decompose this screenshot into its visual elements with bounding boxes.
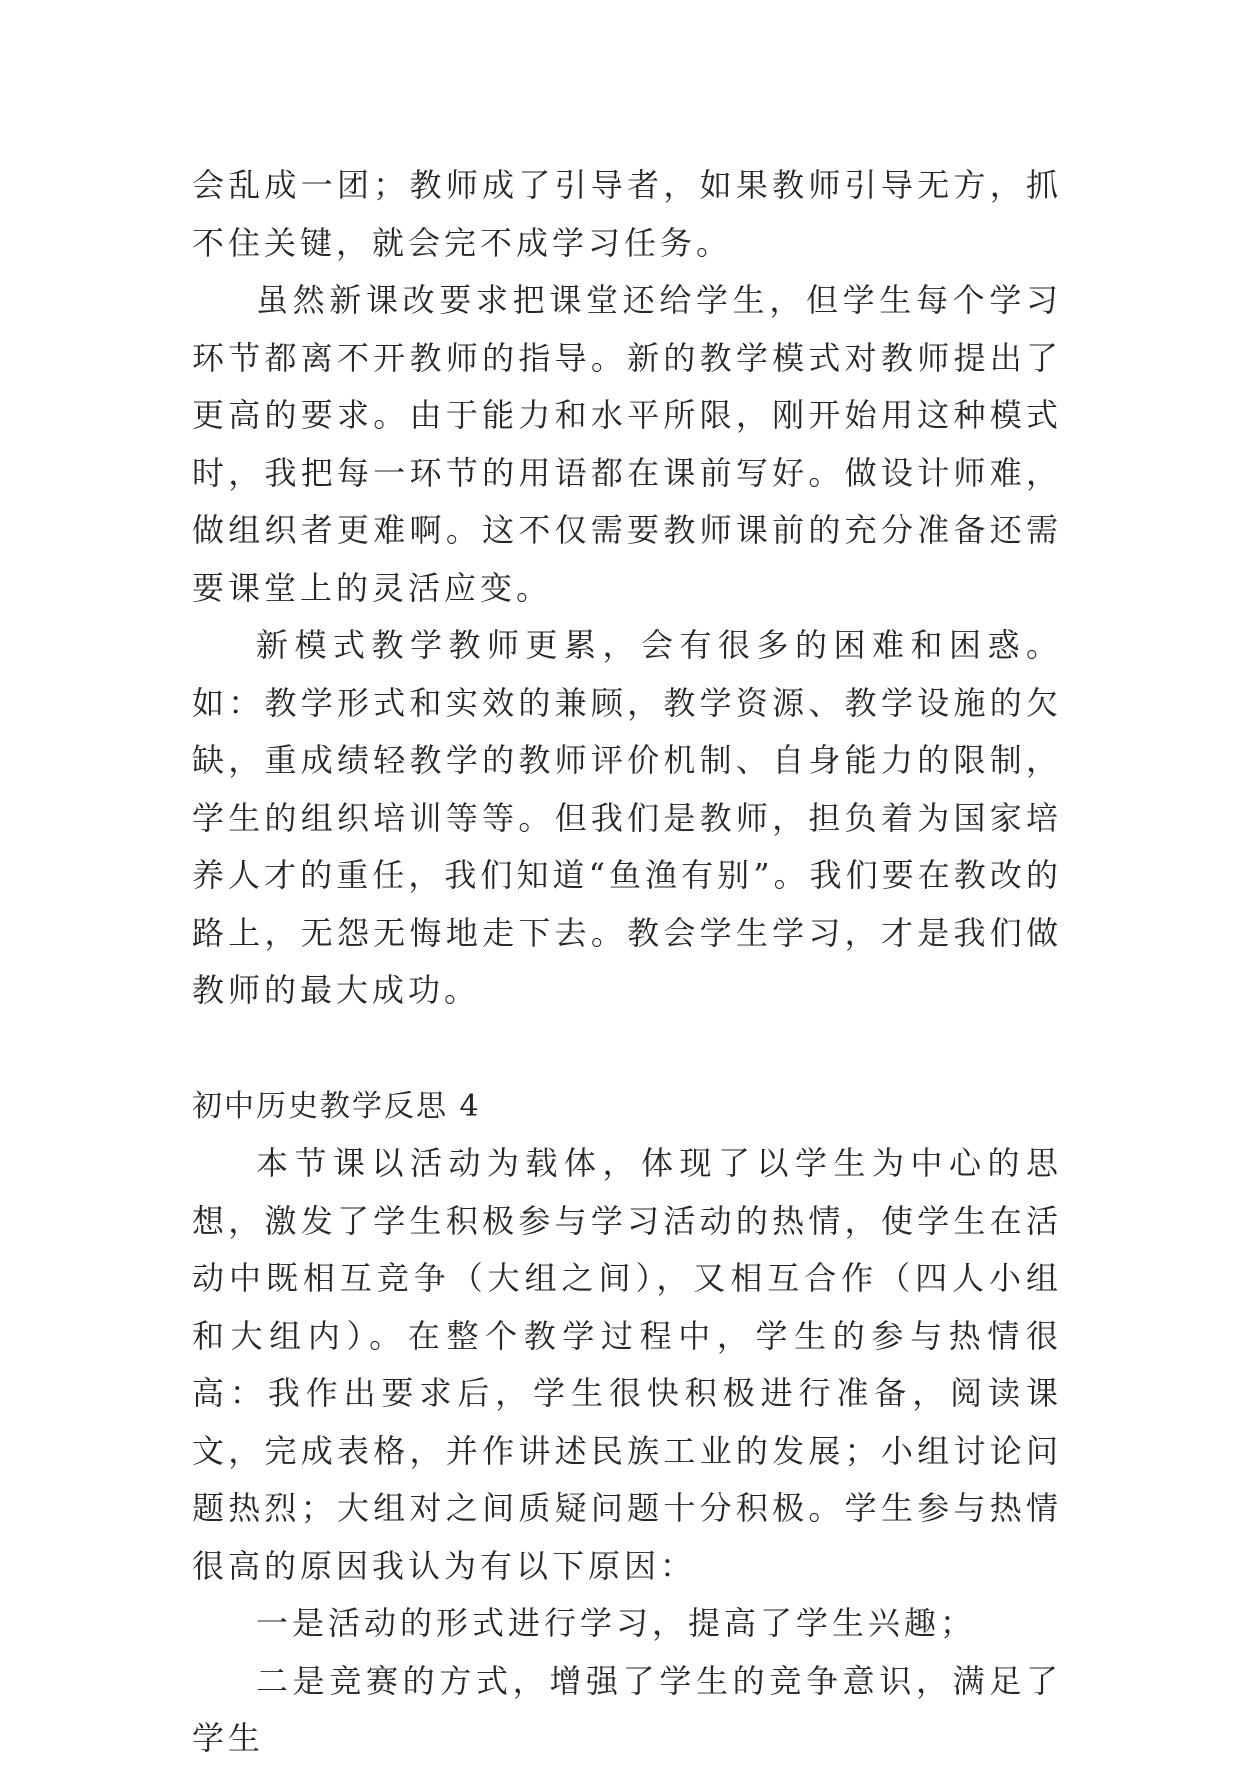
paragraph-activity-lesson: 本节课以活动为载体，体现了以学生为中心的思想，激发了学生积极参与学习活动的热情，使学生在活动中既相互竞争（大组之间），又相互合作（四人小组和大组内）。在整个教学过程中，学生的参与热情很高：我作出要求后，学生很快积极进行准备，阅读课文，完成表格，并作讲述民族工业的发展；小组讨论问题热烈；大组对之间质疑问题十分积极。学生参与热情很高的原因我认为有以下原因：: [192, 1144, 1062, 1585]
paragraph-continuation: 会乱成一团；教师成了引导者，如果教师引导无方，抓不住关键，就会完不成学习任务。: [192, 166, 1062, 262]
paragraph-new-model: 新模式教学教师更累，会有很多的困难和困惑。如：教学形式和实效的兼顾，教学资源、教学设施的欠缺，重成绩轻教学的教师评价机制、自身能力的限制，学生的组织培训等等。但我们是教师，担负着为国家培养人才的重任，我们知道“鱼渔有别”。我们要在教改的路上，无怨无悔地走下去。教会学生学习，才是我们做教师的最大成功。: [192, 626, 1062, 1009]
paragraph-reason-one: 一是活动的形式进行学习，提高了学生兴趣；: [256, 1604, 977, 1642]
paragraph-new-curriculum: 虽然新课改要求把课堂还给学生，但学生每个学习环节都离不开教师的指导。新的教学模式对教师提出了更高的要求。由于能力和水平所限，刚开始用这种模式时，我把每一环节的用语都在课前写好。做设计师难，做组织者更难啊。这不仅需要教师课前的充分准备还需要课堂上的灵活应变。: [192, 281, 1062, 607]
paragraph-reason-two: 二是竞赛的方式，增强了学生的竞争意识，满足了学生: [192, 1661, 1062, 1757]
section-title: 初中历史教学反思 4: [192, 1088, 481, 1124]
document-body: [192, 157, 1062, 1768]
